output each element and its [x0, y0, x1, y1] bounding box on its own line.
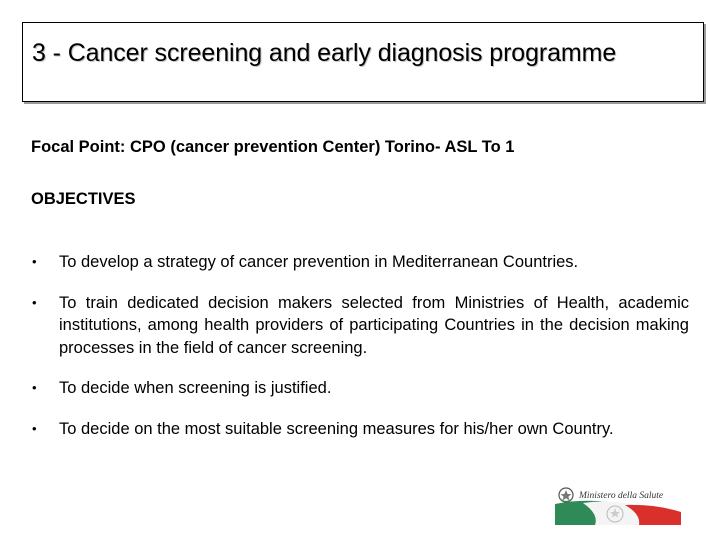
bullet-text: To train dedicated decision makers selected from Ministries of Health, academic institutions, among health providers of participating Countries in the decision making processes in the field of cancer screening. — [59, 293, 689, 357]
list-item — [31, 377, 689, 400]
bullet-text: To decide on the most suitable screening measures for his/her own Country. — [59, 419, 614, 438]
ministry-logo — [555, 484, 681, 525]
title-box — [22, 22, 704, 102]
bullet-text: To decide when screening is justified. — [59, 379, 332, 397]
focal-point-text: Focal Point: CPO (cancer prevention Center) Torino- ASL To 1 — [31, 138, 515, 156]
slide-title: 3 - Cancer screening and early diagnosis programme — [32, 39, 617, 67]
list-item — [31, 292, 689, 360]
list-item — [31, 418, 689, 441]
objectives-heading: OBJECTIVES — [31, 190, 136, 208]
bullet-icon: • — [32, 380, 37, 395]
bullet-icon: • — [32, 254, 37, 269]
emblem-icon — [559, 488, 573, 502]
bullet-icon: • — [32, 420, 37, 436]
bullet-icon: • — [32, 294, 37, 310]
logo-text: Ministero della Salute — [579, 491, 664, 501]
list-item — [31, 251, 689, 274]
bullet-text: To develop a strategy of cancer prevention in Mediterranean Countries. — [59, 253, 579, 271]
objectives-list — [31, 251, 689, 458]
